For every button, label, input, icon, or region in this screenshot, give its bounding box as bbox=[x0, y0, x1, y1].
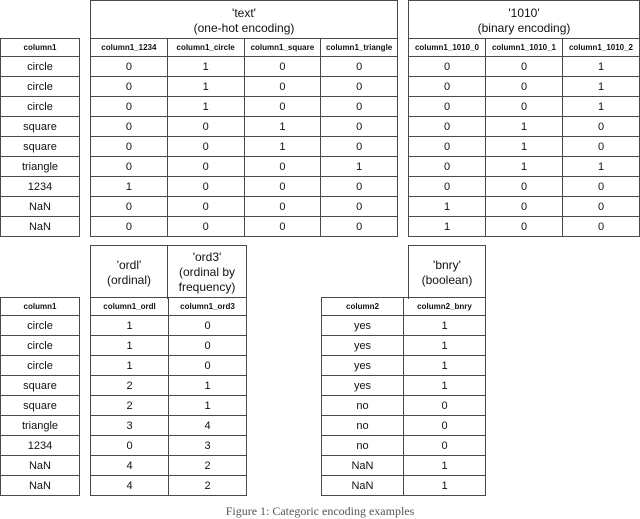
column-header: column1_1234 bbox=[91, 39, 168, 57]
table-cell: 0 bbox=[409, 77, 486, 97]
column-header: column1_1010_1 bbox=[486, 39, 563, 57]
table-cell: 1 bbox=[169, 396, 247, 416]
table-cell: 1 bbox=[404, 476, 486, 496]
table-cell: 0 bbox=[244, 197, 321, 217]
header-row bbox=[322, 298, 486, 316]
table-row bbox=[409, 57, 640, 77]
group-ord3-subtitle: (ordinal by bbox=[178, 265, 236, 279]
table-cell: 1 bbox=[91, 336, 169, 356]
table-cell: 0 bbox=[486, 217, 563, 237]
table-cell: 0 bbox=[91, 97, 168, 117]
table-cell: 0 bbox=[486, 197, 563, 217]
table-cell: NaN bbox=[1, 197, 80, 217]
table-cell: 0 bbox=[409, 177, 486, 197]
table-row bbox=[91, 336, 247, 356]
table-cell: 1 bbox=[563, 57, 640, 77]
figure-caption: Figure 1: Categoric encoding examples bbox=[225, 504, 415, 518]
table-row bbox=[409, 157, 640, 177]
table-cell: 2 bbox=[169, 476, 247, 496]
table-cell: NaN bbox=[1, 217, 80, 237]
table-row bbox=[1, 476, 80, 496]
table-cell: square bbox=[1, 396, 80, 416]
table-cell: 1 bbox=[404, 336, 486, 356]
table-row bbox=[91, 117, 398, 137]
table-cell: 0 bbox=[167, 137, 244, 157]
table-row bbox=[409, 217, 640, 237]
table-row bbox=[409, 137, 640, 157]
table-row bbox=[322, 416, 486, 436]
table-row bbox=[91, 57, 398, 77]
table-cell: 0 bbox=[404, 416, 486, 436]
group-header-text bbox=[90, 0, 398, 40]
table-row bbox=[91, 456, 247, 476]
column-header: column1_1010_0 bbox=[409, 39, 486, 57]
table-cell: 1 bbox=[91, 356, 169, 376]
table-cell: 0 bbox=[321, 137, 398, 157]
table-row bbox=[322, 316, 486, 336]
table-cell: 1 bbox=[563, 77, 640, 97]
group-header-bnry bbox=[408, 245, 486, 299]
table-cell: 1 bbox=[244, 137, 321, 157]
table-cell: 0 bbox=[167, 197, 244, 217]
table-binary bbox=[408, 38, 640, 237]
table-row bbox=[91, 316, 247, 336]
table-cell: yes bbox=[322, 376, 404, 396]
table-row bbox=[1, 336, 80, 356]
table-cell: 0 bbox=[91, 217, 168, 237]
table-cell: 0 bbox=[169, 356, 247, 376]
table-row bbox=[322, 376, 486, 396]
table-row bbox=[1, 316, 80, 336]
table-cell: 0 bbox=[409, 157, 486, 177]
table-row bbox=[1, 436, 80, 456]
table-cell: 0 bbox=[91, 77, 168, 97]
table-cell: 2 bbox=[91, 396, 169, 416]
table-row bbox=[91, 376, 247, 396]
group-1010-subtitle: (binary encoding) bbox=[477, 20, 571, 35]
table-row bbox=[1, 197, 80, 217]
table-cell: 1 bbox=[563, 97, 640, 117]
group-ordl-title: 'ordl' bbox=[116, 257, 142, 272]
table-row bbox=[91, 356, 247, 376]
table-cell: 0 bbox=[404, 436, 486, 456]
table-cell: no bbox=[322, 396, 404, 416]
header-row bbox=[91, 298, 247, 316]
table-cell: circle bbox=[1, 356, 80, 376]
table-cell: 0 bbox=[167, 157, 244, 177]
column-header: column1_square bbox=[244, 39, 321, 57]
header-row bbox=[1, 39, 80, 57]
table-cell: 1 bbox=[486, 117, 563, 137]
table-cell: 0 bbox=[409, 97, 486, 117]
table-row bbox=[91, 137, 398, 157]
table-row bbox=[1, 217, 80, 237]
table-cell: 0 bbox=[321, 97, 398, 117]
table-cell: 1 bbox=[244, 117, 321, 137]
table-row bbox=[322, 356, 486, 376]
table-cell: yes bbox=[322, 336, 404, 356]
table-cell: 0 bbox=[409, 57, 486, 77]
table-cell: circle bbox=[1, 336, 80, 356]
table-row bbox=[1, 117, 80, 137]
table-cell: 1234 bbox=[1, 177, 80, 197]
table-cell: circle bbox=[1, 57, 80, 77]
table-cell: square bbox=[1, 117, 80, 137]
table-cell: 0 bbox=[244, 97, 321, 117]
table-onehot bbox=[90, 38, 398, 237]
table-row bbox=[322, 476, 486, 496]
table-cell: 0 bbox=[91, 137, 168, 157]
table-row bbox=[409, 97, 640, 117]
table-boolean bbox=[321, 297, 486, 496]
table-cell: 0 bbox=[563, 177, 640, 197]
table-cell: 0 bbox=[167, 177, 244, 197]
table-row bbox=[91, 197, 398, 217]
table-cell: 0 bbox=[409, 137, 486, 157]
table-cell: 1 bbox=[404, 456, 486, 476]
table-cell: 0 bbox=[563, 117, 640, 137]
table-cell: 1 bbox=[404, 356, 486, 376]
table-cell: 1 bbox=[167, 77, 244, 97]
table-cell: 0 bbox=[167, 217, 244, 237]
table-row bbox=[91, 217, 398, 237]
group-bnry-subtitle: (boolean) bbox=[421, 272, 473, 287]
table-cell: 0 bbox=[169, 316, 247, 336]
table-cell: 0 bbox=[404, 396, 486, 416]
group-ordl-subtitle: (ordinal) bbox=[106, 272, 151, 287]
table-cell: 1 bbox=[404, 316, 486, 336]
table-cell: 0 bbox=[321, 197, 398, 217]
column-header: column2 bbox=[322, 298, 404, 316]
table-cell: 0 bbox=[169, 336, 247, 356]
table-cell: NaN bbox=[1, 456, 80, 476]
table-cell: 0 bbox=[563, 217, 640, 237]
table-cell: 1 bbox=[91, 177, 168, 197]
table-cell: 0 bbox=[91, 57, 168, 77]
header-row bbox=[409, 39, 640, 57]
table-cell: 0 bbox=[486, 57, 563, 77]
table-cell: 0 bbox=[486, 177, 563, 197]
table-cell: 0 bbox=[91, 117, 168, 137]
table-cell: 0 bbox=[244, 77, 321, 97]
table-row bbox=[91, 396, 247, 416]
table-cell: 0 bbox=[321, 77, 398, 97]
column-header: column1_triangle bbox=[321, 39, 398, 57]
table-row bbox=[322, 396, 486, 416]
table-cell: yes bbox=[322, 356, 404, 376]
table-row bbox=[91, 157, 398, 177]
table-cell: 0 bbox=[91, 436, 169, 456]
table-row bbox=[91, 436, 247, 456]
column-header: column1_1010_2 bbox=[563, 39, 640, 57]
table-cell: 1 bbox=[486, 137, 563, 157]
table-cell: 1 bbox=[321, 157, 398, 177]
table-cell: 1 bbox=[167, 57, 244, 77]
table-cell: triangle bbox=[1, 157, 80, 177]
table-cell: NaN bbox=[322, 476, 404, 496]
table-row bbox=[91, 77, 398, 97]
column-header: column1_ord3 bbox=[169, 298, 247, 316]
table-cell: 1 bbox=[486, 157, 563, 177]
table-cell: 0 bbox=[244, 157, 321, 177]
table-cell: 1 bbox=[404, 376, 486, 396]
group-header-1010 bbox=[408, 0, 640, 40]
table-row bbox=[91, 97, 398, 117]
table-cell: square bbox=[1, 376, 80, 396]
table-cell: 0 bbox=[321, 57, 398, 77]
table-row bbox=[322, 436, 486, 456]
table-cell: 0 bbox=[563, 137, 640, 157]
table-cell: 1 bbox=[169, 376, 247, 396]
table-row bbox=[1, 416, 80, 436]
table-cell: circle bbox=[1, 77, 80, 97]
table-cell: 2 bbox=[169, 456, 247, 476]
table-cell: circle bbox=[1, 97, 80, 117]
column-header: column1 bbox=[1, 298, 80, 316]
table-row bbox=[322, 456, 486, 476]
column-header: column1 bbox=[1, 39, 80, 57]
group-header-ordl bbox=[90, 245, 168, 299]
table-row bbox=[1, 177, 80, 197]
table-row bbox=[1, 57, 80, 77]
table-cell: 0 bbox=[167, 117, 244, 137]
table-row bbox=[322, 336, 486, 356]
table-cell: 2 bbox=[91, 376, 169, 396]
table-cell: 4 bbox=[91, 456, 169, 476]
table-top-column1 bbox=[0, 38, 80, 237]
table-cell: 3 bbox=[91, 416, 169, 436]
table-cell: 1 bbox=[167, 97, 244, 117]
table-cell: 0 bbox=[321, 117, 398, 137]
table-row bbox=[409, 197, 640, 217]
column-header: column2_bnry bbox=[404, 298, 486, 316]
table-row bbox=[1, 157, 80, 177]
table-bottom-column1 bbox=[0, 297, 80, 496]
column-header: column1_ordl bbox=[91, 298, 169, 316]
table-cell: circle bbox=[1, 316, 80, 336]
table-cell: 1 bbox=[409, 197, 486, 217]
table-cell: 0 bbox=[244, 177, 321, 197]
table-cell: 0 bbox=[486, 97, 563, 117]
table-cell: square bbox=[1, 137, 80, 157]
column-header: column1_circle bbox=[167, 39, 244, 57]
table-row bbox=[409, 177, 640, 197]
table-row bbox=[91, 416, 247, 436]
table-cell: 3 bbox=[169, 436, 247, 456]
table-cell: yes bbox=[322, 316, 404, 336]
table-row bbox=[1, 456, 80, 476]
table-row bbox=[1, 356, 80, 376]
table-cell: 0 bbox=[244, 57, 321, 77]
table-row bbox=[1, 77, 80, 97]
table-cell: 0 bbox=[409, 117, 486, 137]
group-text-title: 'text' bbox=[232, 5, 256, 20]
table-cell: 0 bbox=[91, 157, 168, 177]
header-row bbox=[1, 298, 80, 316]
group-ord3-title: 'ord3' bbox=[192, 250, 222, 264]
table-cell: 0 bbox=[563, 197, 640, 217]
table-cell: 0 bbox=[486, 77, 563, 97]
table-cell: 1234 bbox=[1, 436, 80, 456]
table-cell: no bbox=[322, 416, 404, 436]
group-1010-title: '1010' bbox=[508, 5, 540, 20]
table-ordinal bbox=[90, 297, 247, 496]
table-row bbox=[409, 117, 640, 137]
table-cell: 1 bbox=[91, 316, 169, 336]
table-cell: triangle bbox=[1, 416, 80, 436]
table-row bbox=[1, 376, 80, 396]
table-row bbox=[1, 396, 80, 416]
header-row bbox=[91, 39, 398, 57]
table-cell: 0 bbox=[244, 217, 321, 237]
table-row bbox=[1, 97, 80, 117]
table-row bbox=[1, 137, 80, 157]
table-cell: no bbox=[322, 436, 404, 456]
table-cell: NaN bbox=[322, 456, 404, 476]
group-text-subtitle: (one-hot encoding) bbox=[193, 20, 295, 35]
table-cell: 0 bbox=[321, 177, 398, 197]
group-bnry-title: 'bnry' bbox=[433, 257, 461, 272]
table-row bbox=[91, 177, 398, 197]
table-row bbox=[409, 77, 640, 97]
group-ord3-subtitle2: frequency) bbox=[178, 280, 236, 294]
table-cell: 0 bbox=[91, 197, 168, 217]
table-cell: 0 bbox=[321, 217, 398, 237]
table-cell: 1 bbox=[409, 217, 486, 237]
table-cell: NaN bbox=[1, 476, 80, 496]
table-cell: 4 bbox=[91, 476, 169, 496]
group-header-ord3 bbox=[167, 245, 247, 299]
table-row bbox=[91, 476, 247, 496]
table-cell: 4 bbox=[169, 416, 247, 436]
table-cell: 1 bbox=[563, 157, 640, 177]
